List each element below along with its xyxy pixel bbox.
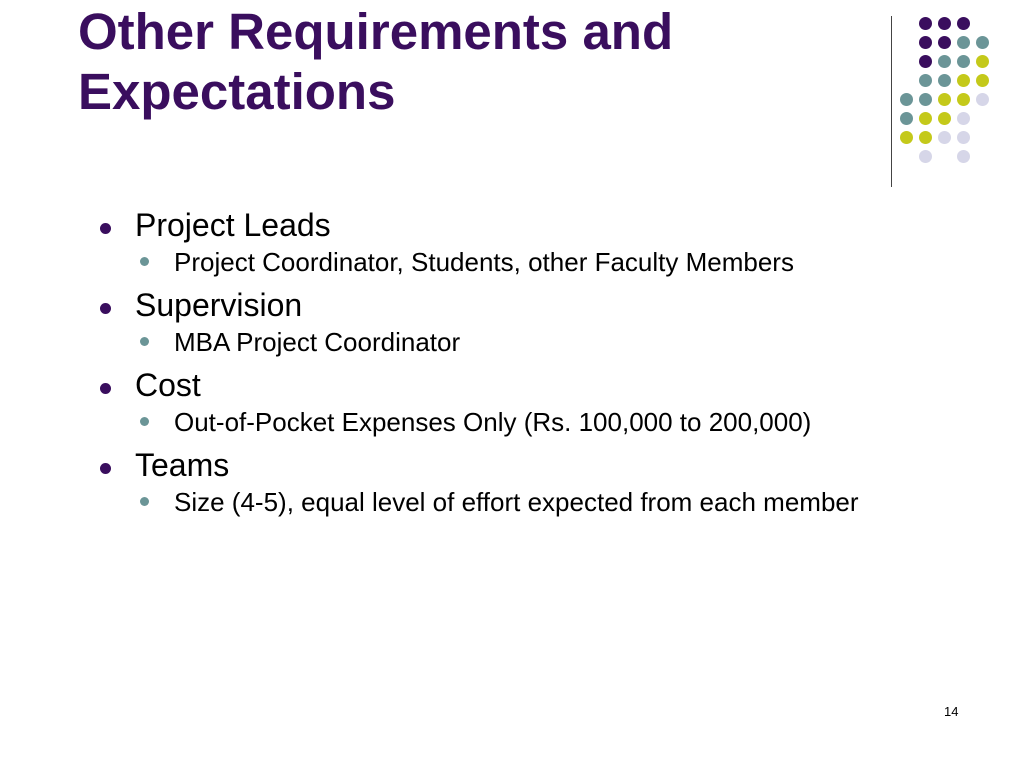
decorative-dot-icon — [976, 93, 989, 106]
decorative-dot-icon — [938, 36, 951, 49]
decorative-dot-icon — [957, 93, 970, 106]
decorative-dot-icon — [957, 36, 970, 49]
decorative-dot-icon — [919, 74, 932, 87]
sub-bullet-text: Out-of-Pocket Expenses Only (Rs. 100,000 to 200,000) — [174, 407, 812, 437]
decorative-dot-icon — [900, 131, 913, 144]
decorative-dot-icon — [938, 74, 951, 87]
sub-bullet-dot-icon — [140, 337, 149, 346]
decorative-dot-icon — [919, 150, 932, 163]
decorative-dot-icon — [938, 112, 951, 125]
bullet-item — [100, 365, 980, 405]
bullet-dot-icon — [100, 383, 111, 394]
bullet-dot-icon — [100, 303, 111, 314]
sub-bullet-dot-icon — [140, 257, 149, 266]
sub-bullet-text: Size (4-5), equal level of effort expected from each member — [174, 487, 859, 517]
decorative-dot-icon — [919, 36, 932, 49]
sub-bullet-text: MBA Project Coordinator — [174, 327, 461, 357]
decorative-dot-icon — [957, 17, 970, 30]
decorative-dot-icon — [938, 55, 951, 68]
decorative-dot-icon — [919, 93, 932, 106]
bullet-dot-icon — [100, 223, 111, 234]
decorative-dot-icon — [957, 55, 970, 68]
bullet-text: Project Leads — [135, 207, 331, 243]
sub-bullet-dot-icon — [140, 417, 149, 426]
divider-line — [891, 16, 892, 187]
sub-bullet-item — [100, 245, 980, 279]
bullet-text: Teams — [135, 447, 230, 483]
decorative-dot-icon — [919, 131, 932, 144]
decorative-dot-icon — [957, 74, 970, 87]
bullet-text: Cost — [135, 367, 201, 403]
decorative-dot-icon — [900, 93, 913, 106]
decorative-dot-icon — [938, 131, 951, 144]
decorative-dot-icon — [919, 112, 932, 125]
bullet-list — [100, 205, 980, 525]
bullet-item — [100, 445, 980, 485]
sub-bullet-item — [100, 405, 980, 439]
bullet-dot-icon — [100, 463, 111, 474]
decorative-dot-icon — [900, 112, 913, 125]
decorative-dot-icon — [938, 93, 951, 106]
slide-title: Other Requirements and Expectations — [78, 3, 674, 120]
bullet-text: Supervision — [135, 287, 303, 323]
sub-bullet-text: Project Coordinator, Students, other Faculty Members — [174, 247, 794, 277]
bullet-item — [100, 285, 980, 325]
sub-bullet-item — [100, 485, 914, 519]
decorative-dot-icon — [976, 55, 989, 68]
decorative-dot-icon — [919, 55, 932, 68]
sub-bullet-item — [100, 325, 980, 359]
page-number: 14 — [944, 704, 959, 719]
decorative-dot-icon — [976, 36, 989, 49]
decorative-dot-icon — [976, 74, 989, 87]
decorative-dot-icon — [938, 17, 951, 30]
decorative-dot-icon — [957, 150, 970, 163]
decorative-dot-icon — [919, 17, 932, 30]
decorative-dot-icon — [957, 131, 970, 144]
decorative-dot-icon — [957, 112, 970, 125]
bullet-item — [100, 205, 980, 245]
sub-bullet-dot-icon — [140, 497, 149, 506]
